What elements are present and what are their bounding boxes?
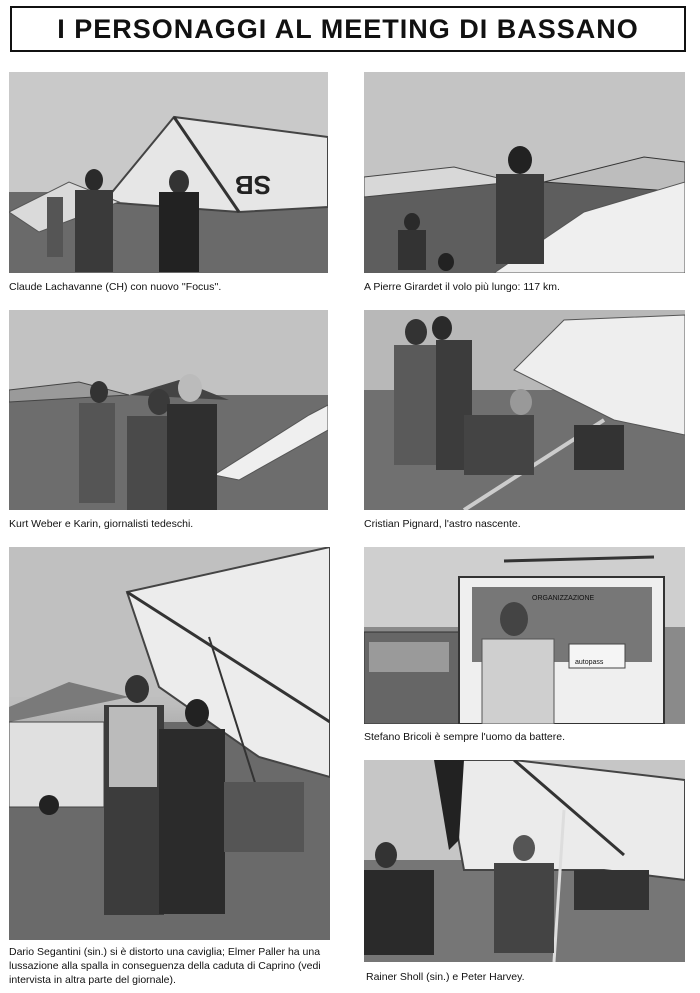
- page-title-box: [10, 6, 686, 52]
- photo-lachavanne: [9, 72, 328, 273]
- photo-segantini-paller: [9, 547, 330, 940]
- caption-sholl-harvey: Rainer Sholl (sin.) e Peter Harvey.: [366, 971, 525, 983]
- photo-pignard-image: [364, 310, 685, 510]
- photo-girardet-image: [364, 72, 685, 273]
- photo-bricoli-image: [364, 547, 685, 724]
- page-title: I PERSONAGGI AL MEETING DI BASSANO: [57, 13, 639, 44]
- photo-sholl-harvey: [364, 760, 685, 962]
- caption-girardet: A Pierre Girardet il volo più lungo: 117 km.: [364, 281, 560, 293]
- sail-mark: SB: [234, 170, 271, 200]
- photo-segantini-paller-image: [9, 547, 330, 940]
- photo-pignard: [364, 310, 685, 510]
- photo-bricoli: [364, 547, 685, 724]
- photo-girardet: [364, 72, 685, 273]
- photo-sholl-harvey-image: [364, 760, 685, 962]
- caption-weber-karin: Kurt Weber e Karin, giornalisti tedeschi.: [9, 518, 194, 530]
- photo-lachavanne-image: [9, 72, 328, 273]
- caption-lachavanne: Claude Lachavanne (CH) con nuovo ''Focus''.: [9, 281, 222, 293]
- photo-weber-karin-image: [9, 310, 328, 510]
- van-sign-text: ORGANIZZAZIONE: [532, 595, 595, 602]
- caption-pignard: Cristian Pignard, l'astro nascente.: [364, 518, 521, 530]
- caption-bricoli: Stefano Bricoli è sempre l'uomo da battere.: [364, 731, 566, 743]
- photo-weber-karin: [9, 310, 328, 510]
- caption-segantini-paller: Dario Segantini (sin.) si è distorto una caviglia; Elmer Paller ha una lussazione alla spalla in conseguenza della caduta di Caprino (vedi intervista in altra parte del giornale).: [9, 946, 321, 986]
- placard-text: autopass: [575, 659, 604, 666]
